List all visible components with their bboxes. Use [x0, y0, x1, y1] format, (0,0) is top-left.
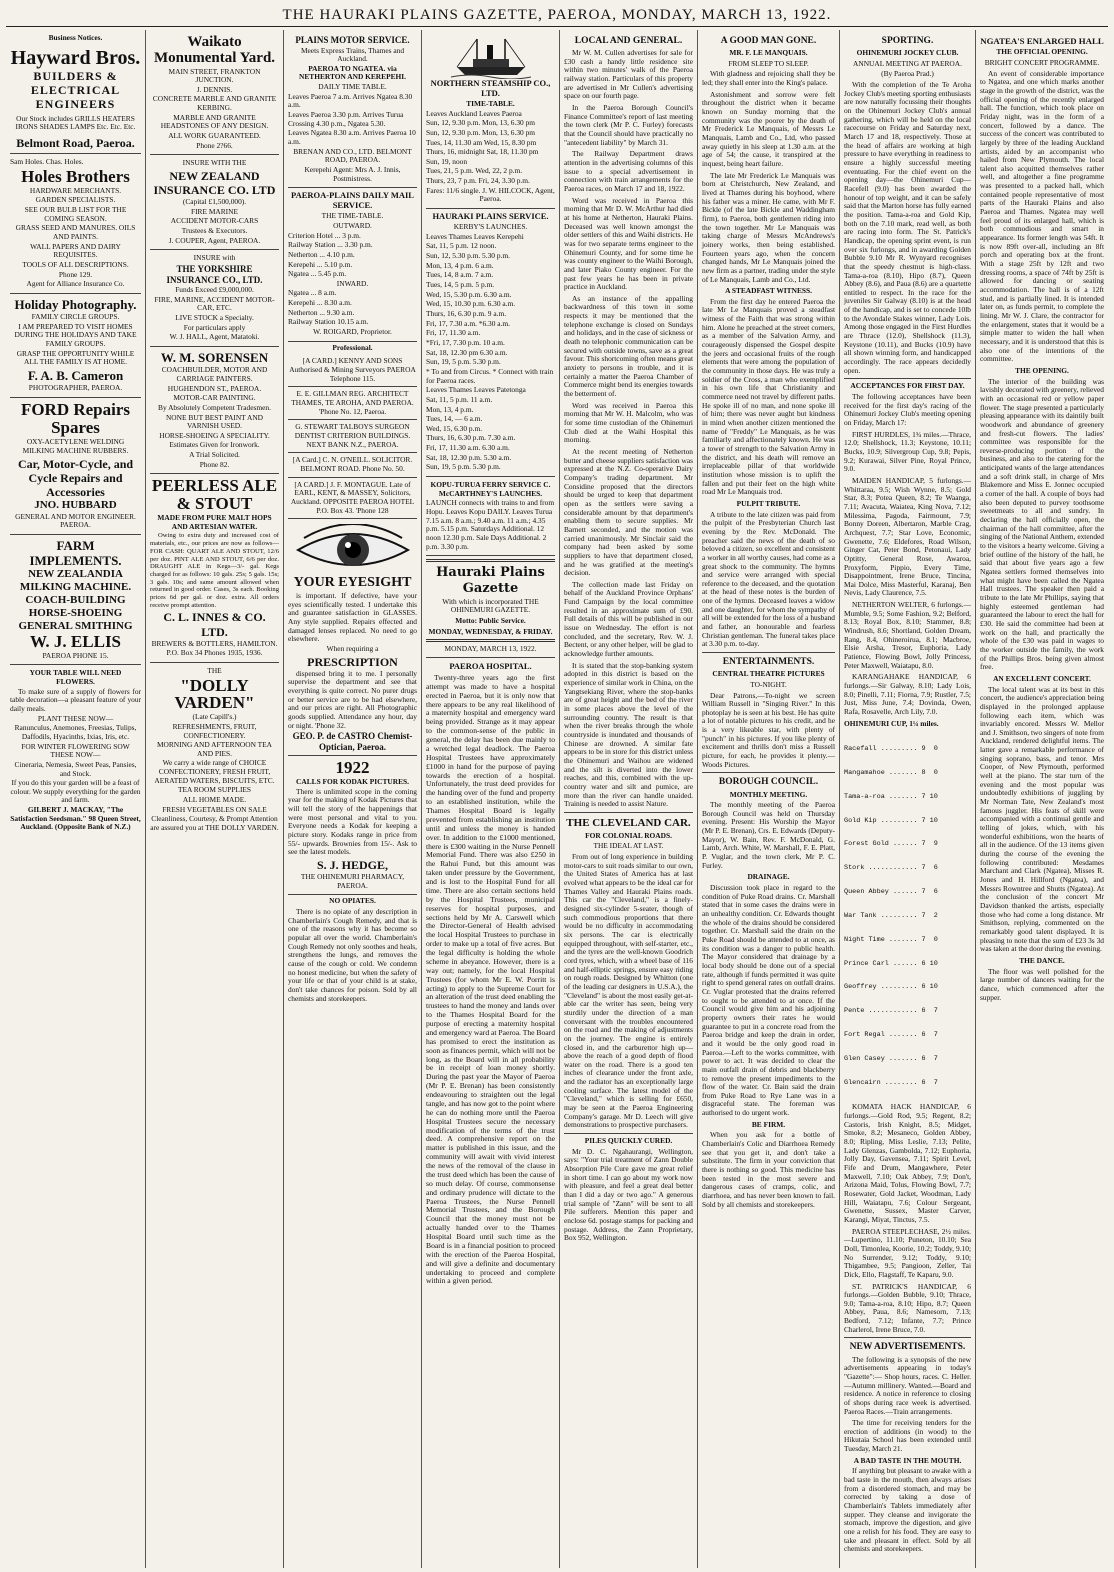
dance-title: THE DANCE.	[1019, 955, 1065, 965]
local-para: In the Paeroa Borough Council's Finance Committee's report of last meeting the town clerk (Mr P. C. Furley) forecasts that the Council should have practically no "antecedent liability" by March 31.	[564, 103, 693, 147]
hayward-ad	[10, 45, 141, 154]
daily-mail-title: PAEROA-PLAINS DAILY MAIL SERVICE.	[291, 190, 414, 211]
race-entry: ST. PATRICK'S HANDICAP, 6 furlongs.—Golden Bubble, 9.10; Thrace, 9.0; Tama-a-roa, 8.10; Hipo, 8.7; Queen Abbey, Paua, 8.6; Namesorn, 7.13; Bedford, 7.12; Infante, 7.7; Prince Charlerol, Irene Bruce, 7.0.	[844, 1281, 971, 1334]
timetable-row: Thurs, 23, 7 p.m. Fri, 24, 3.30 p.m.	[426, 176, 530, 186]
council-title: BOROUGH COUNCIL.	[718, 777, 819, 788]
mail-line: Kerepehi ... 5.10 p.m.	[288, 259, 353, 269]
gazette-days: MONDAY, WEDNESDAY, & FRIDAY.	[428, 626, 553, 636]
sorensen-line: HUGHENDON ST., PAEROA.	[167, 383, 262, 393]
farm-title: FARM IMPLEMENTS.	[29, 538, 122, 569]
timetable-row: Tues, 21, 5 p.m. Wed, 22, 2 p.m.	[426, 166, 523, 176]
yorks-line: FIRE, MARINE, ACCIDENT MOTOR-CAR, ETC.	[154, 294, 275, 313]
mail-line: THE TIME-TABLE.	[321, 211, 384, 221]
timetable-row: Sun, 12, 9.30 p.m. Mon, 13, 6.30 pm	[426, 127, 536, 137]
yorks-pre: INSURE with	[193, 253, 236, 263]
council-text: The monthly meeting of the Paeroa Borough Council was held on Thursday evening. Present: His Worship the Mayor (Mr P. E. Brenan), Crs. E. Edwards (Deputy-Mayor), W. Bain, Rev. F. McDonald, G. Lamb, Arch. White, W. Marshall, F. E. Platt, P. Vuglar, and the town clerk, Mr P. C. Furley.	[702, 800, 835, 870]
pat-row: Sat, 18, 12.30 p.m. 5.30 a.m.	[426, 452, 512, 462]
kerby-title: KERBY'S LAUNCHES.	[453, 222, 528, 232]
business-notices-label: Business Notices.	[48, 33, 103, 42]
ellis-name: W. J. ELLIS	[29, 631, 122, 651]
timetable-row: Tues, 14, 11.30 am Wed, 15, 8.30 pm	[426, 137, 537, 147]
nz-insurance-ad	[150, 155, 279, 250]
ford-title: FORD Repairs Spares	[20, 399, 131, 437]
dolly-varden-ad	[150, 663, 279, 837]
piles-text: Mr D. C. Ngahaurangi, Wellington, says: "Your trial treatment of Zann Double Absorption Pile Cure gave me great relief in short time. I can go about my work now with pleasure, and feel a great deal better than I did a day or two ago." A generous trial sample of "Zann" will be sent to all Pile sufferers. Mention this paper and enclose 6d. postage stamps for packing and postage. Address, the Zann Proprietary, Box 952, Wellington.	[564, 1146, 693, 1243]
mail-line: OUTWARD.	[333, 220, 372, 230]
annual-meeting: ANNUAL MEETING AT PAEROA.	[853, 58, 962, 68]
good-man-sub: MR. F. LE MANQUAIS.	[729, 48, 808, 58]
kerby-row: *Fri, 17, 7.30 p.m. 10 a.m.	[426, 337, 505, 347]
yorks-line: Funds Exceed £9,000,000.	[175, 285, 254, 295]
nzi-line: (Capital £1,500,000).	[182, 197, 247, 207]
ford-ad	[10, 398, 141, 535]
innes-name: C. L. INNES & CO. LTD.	[163, 610, 266, 639]
prescription-pre: When requiring a	[326, 643, 379, 653]
steadfast-title: A STEADFAST WITNESS.	[725, 286, 812, 296]
column-4	[422, 30, 560, 1568]
mail-line: Criterion Hotel ... 3 p.m.	[288, 230, 361, 240]
ford-line: OXY-ACETYLENE WELDING	[26, 436, 125, 446]
cup-row: Fort Regal ....... 6 7	[844, 1030, 938, 1039]
cleveland-title: THE CLEVELAND CAR.	[566, 816, 691, 829]
pat-row: Tues, 14, — 6 a.m.	[426, 414, 483, 424]
flowers-text: To make sure of a supply of flowers for table decoration—a pleasant feature of your daily meals.	[10, 686, 141, 713]
gazette-sub: With which is incorporated THE OHINEMURI GAZETTE.	[442, 596, 539, 615]
race-entry: MAIDEN HANDICAP, 5 furlongs.—Whittaraa, 9.5; Wish Wynne, 8.5; Gold Star, 8.3; Potea Queen, 8.2; Te Waanga, 7.11; Avacuta, Waiatea, King Nova, 7.12; Milessima, Pagoda, Fairmount, 7.9; Bonny Doreen, Albertaron, Marble Crag, Archquest, 7.7; Star Love, Economic, Gwenette, 7.6; Eldefores, Road Wilson, Ginger Cat, Peter Bond, Petonaui, Lady Optitty, General Rose, Awaroa, Proxyform, Pippio, Every Time, Disappointment, Irene Bruce, Tincina, Mai Dolce, Miss Masterful, Karanaj, Ben Nevis, Lady Claurence, 7.5.	[844, 475, 971, 598]
column-8	[976, 30, 1108, 1568]
sorensen-line: COACHBUILDER, MOTOR AND CARRIAGE PAINTERS.	[161, 365, 268, 383]
mail-line: Ngatea ... 5.45 p.m.	[288, 269, 347, 279]
timetable-row: Sun, 19, noon	[426, 156, 468, 166]
hall-sub: THE OFFICIAL OPENING.	[996, 47, 1088, 57]
kerby-row: Sat, 18, 12.30 pm 6.30 a.m.	[426, 347, 508, 357]
winter-list: Cineraria, Nemesia, Sweet Peas, Pansies, and Stock.	[14, 759, 137, 778]
eyesight-text: is important. If defective, have your eyes scientifically tested. I undertake this and guarantee satisfaction in GLASSES. Any style supplied. Repairs effected and damaged lenses replaced. No need to go elsewhere.	[288, 590, 417, 644]
timetable-row: Thurs, 16, midnight Sat, 18, 11.30 pm	[426, 147, 539, 157]
hubbard-name: JNO. HUBBARD	[34, 498, 117, 511]
professional-label: Professional.	[332, 342, 373, 352]
eyesight-title: YOUR EYESIGHT	[293, 575, 412, 591]
masthead: THE HAURAKI PLAINS GAZETTE, PAEROA, MONDAY, MARCH 13, 1922.	[6, 4, 1108, 27]
cleveland-text: From out of long experience in building motor-cars to suit roads similar to our own, the United States of America has at last evolved what appears to be the ideal car for Thames Valley and Hauraki Plains roads. This car the "Cleveland," is a finely-designed six-cylinder 5-seater, though of such commodious proportions that there would be no difficulty in accommodating six persons. The car is electrically equipped throughout, with self-starter, etc., and the tyres are the well-known Goodrich cord tyres, which, with a wheel base of 116 and half-elliptic springs, ensure easy riding on rough roads. Designed by Whitton (one of the leading car designers in U.S.A.), the "Cleveland" is about the most easily get-at-able car the writer has seen, being very sturdily under the direction of a man conversant with the troubles encountered on the road and the making of adjustments on the journey. The engine is entirely closed in, and the carburettor high up—above the reach of a good depth of flood water on the road. There is a good ten inches of clearance under the front axle, and the radiator has an exceptionally large cooling surface. The latest model of the "Cleveland," which is selling for £650, may be seen at the Paeroa Engineering Company's garage. Mr D. Leech will give demonstrations to prospective purchasers.	[564, 852, 693, 1130]
peerless-sub: MADE FROM PURE MALT HOPS AND ARTESIAN WATER.	[157, 513, 272, 531]
new-ads-title: NEW ADVERTISEMENTS.	[849, 1342, 966, 1353]
columns	[6, 30, 1108, 1568]
nzi-line: J. COUPER, Agent, PAEROA.	[168, 235, 261, 245]
holes-line: SEE OUR BULB LIST FOR THE COMING SEASON.	[24, 204, 127, 223]
gillman-card: E. E. GILLMAN REG. ARCHITECT THAMES, TE AROHA, AND PAEROA. 'Phone No. 12, Paeroa.	[288, 387, 417, 420]
cup-list	[844, 730, 971, 1103]
pulpit-title: PULPIT TRIBUTE.	[736, 498, 801, 508]
entertainments-sub: CENTRAL THEATRE PICTURES	[712, 669, 825, 679]
plant-list: Ranunculus, Anemones, Freesias, Tulips, Daffodils, Hyacinths, Ixias, Iris, etc.	[14, 723, 137, 741]
holes-partners: Sam Holes. Chas. Holes.	[10, 157, 84, 167]
mail-line: Netherton ... 9.30 a.m.	[288, 307, 355, 317]
kenny-card: [A CARD.] KENNY AND SONS Authorised & Mining Surveyors PAEROA Telephone 115.	[288, 354, 417, 387]
plant-these: PLANT THESE NOW—	[37, 713, 114, 723]
good-man-para: With gladness and rejoicing shall they be led; they shall enter into the King's palace.	[702, 69, 835, 88]
cup-title: OHINEMURI CUP, 1¼ miles.	[844, 718, 939, 728]
sorensen-line: Phone 82.	[199, 459, 230, 469]
local-para: Mr W. M. Cullen advertises for sale for £30 cash a handy little residence site within two minutes' walk of the Paeroa railway station. Particulars of this property are advertised in Mr Cullen's advertising space on our fourth page.	[564, 48, 693, 101]
cup-row: Forest Gold ...... 7 9	[844, 840, 938, 849]
peerless-text: Owing to extra duty and increased cost of materials, etc., our prices are now as follows—FOR CASH: QUART ALE AND STOUT, 12/6 per doz. PINT ALE AND STOUT, 6/6 per doz. DRAUGHT ALE in Kegs—3/- gal. Kegs charged for as follows: 10 gals. 25s; 5 gals. 15s; 3 gals. 10s; and same amount allowed when returned in good order. Cases, 3s each. Booking prices 6d per gal. or doz. extra. All orders receive prompt attention.	[150, 532, 279, 609]
cleveland-sub: FOR COLONIAL ROADS.	[585, 830, 672, 840]
cup-row: Night Time ....... 7 0	[844, 935, 938, 944]
hauraki-service-title: HAURAKI PLAINS SERVICE.	[432, 211, 549, 222]
mail-line: W. ROIGARD, Proprietor.	[313, 327, 392, 337]
sporting-title: SPORTING.	[881, 36, 934, 46]
hubbard-role: GENERAL AND MOTOR ENGINEER. PAEROA.	[15, 511, 136, 530]
sorensen-name: W. M. SORENSEN	[160, 350, 269, 366]
holes-line: WALL PAPERS AND DAIRY REQUISITES.	[30, 241, 121, 260]
timetable-title: TIME-TABLE.	[466, 98, 515, 108]
bad-taste-text: If anything but pleasant to awake with a bad taste in the mouth, then always arises from a disordered stomach, and may be corrected by taking a dose of Chamberlain's Tablets immediately after supper. They cleanse and invigorate the stomach, improve the digestion, and give one a relish for his food. They are easy to take and pleasant in effect. Sold by all chemists and storekeepers.	[844, 1466, 971, 1554]
dolly-line: REFRESHMENTS, FRUIT, CONFECTIONERY.	[172, 721, 257, 740]
dolly-line: We carry a wide range of CHOICE CONFECTIONERY, FRESH FRUIT, AERATED WATERS, BISCUITS, ETC.	[154, 758, 275, 785]
sorensen-ad	[150, 347, 279, 474]
waikato-line: CONCRETE MARBLE AND GRANITE KERBING.	[152, 94, 277, 113]
decastro-name: GEO. P. de CASTRO Chemist-Optician, Paeroa.	[292, 731, 413, 752]
gazette-motto: Motto: Public Service.	[455, 616, 526, 626]
dolly-line: MORNING AND AFTERNOON TEA AND PIES.	[156, 740, 273, 758]
kerby-ad	[426, 209, 555, 477]
nzi-name: NEW ZEALAND INSURANCE CO. LTD	[153, 169, 276, 198]
sorensen-line: By Absolutely Competent Tradesmen.	[158, 402, 271, 412]
plains-motor-ad	[288, 32, 417, 188]
pat-row: Sat, 11, 5 p.m. 11 a.m.	[426, 394, 493, 404]
cameron-role: PHOTOGRAPHER, PAEROA.	[28, 383, 123, 393]
column-3	[284, 30, 422, 1568]
ford-line: MILKING MACHINE RUBBERS.	[22, 446, 129, 456]
eye-icon	[294, 524, 412, 574]
sorensen-line: A Trial Solicited.	[189, 450, 240, 460]
cleveland-ideal: THE IDEAL AT LAST.	[593, 841, 664, 851]
mail-line: Kerepehi ... 8.30 a.m.	[288, 298, 352, 308]
dolly-line: TEA ROOM SUPPLIES	[177, 785, 252, 795]
cup-row: Prince Carl ...... 6 10	[844, 959, 938, 968]
car-title: Car, Motor-Cycle, and Cycle Repairs and Accessories	[17, 456, 134, 499]
zealandia: NEW ZEALANDIA MILKING MACHINE.	[19, 568, 132, 594]
entertainments-text: Dear Patrons,—To-night we screen William Russell in "Singing River." In this photoplay he is seen at his best. He has quite a lot of notable pictures to his credit, and he is a very likeable star, with plenty of "punch" in his pictures. If you like plenty of excitement and thrills don't miss a Russell picture, for each, he provides it plenty.—Woods Pictures.	[702, 690, 835, 769]
steamship-icon	[451, 35, 531, 79]
dolly-line: FRESH VEGETABLES ON SALE	[162, 804, 267, 814]
local-general-title: LOCAL AND GENERAL.	[574, 36, 683, 46]
hall-title: NGATEA'S ENLARGED HALL	[980, 36, 1104, 46]
gazette-date: MONDAY, MARCH 13, 1922.	[444, 644, 537, 654]
opiates-article	[288, 897, 417, 1003]
column-7	[840, 30, 976, 1568]
cup-row: Stork ............ 7 6	[844, 864, 938, 873]
new-ads-text: The following is a synopsis of the new advertisements appearing in today's "Gazette":— Shop hours, races. C. Heller.—Autumn millinery. Wanted.—Board and residence. A notice in reference to closing of shops during race week is advertised. Paeroa Races.—Train arrangements.	[844, 1354, 971, 1416]
cup-row: Geoffrey ......... 6 10	[844, 983, 938, 992]
nzi-line: Trustees & Executors.	[181, 226, 248, 236]
opening-text: The interior of the building was lavishly decorated with greenery, relieved with an occasional red or yellow paper flower. The stage presented a particularly pleasing appearance with its daintily built woodwork and abundance of greenery and fresh-cut flowers. The ladies' committee was responsible for the reverse-producing portion of the business, and also to the catering for the anticipated wants of the large attendances and a soft drink stall, in charge of Mrs Blakemore and Miss E. Jonnec occupied a corner of the hall. A couple of boys had also been deputed to purvey toothsome sweetmeats to all and sundry. In declaring the hall officially open, the chairman of the hall committee, after the singing of the National Anthem, extended to the visitors a hearty welcome. Giving a brief outline of the history of the hall, he said that about five years ago a few Ngatea settlers formed themselves into what might have been called the Ngatea Hall trustees. The speaker then paid a tribute to the late Mr Phillips, saying that highly esteemed gentleman had guaranteed the labour to erect the hall for £30. He said the committee had been at work on the hall, and practically the whole of the £30 was paid in wages to the worker outside the family, the work of the Phillips Bros. being given almost free.	[980, 376, 1104, 672]
dolly-title: "DOLLY VARDEN"	[174, 675, 255, 713]
hedge-name: S. J. HEDGE,	[316, 857, 388, 872]
council-sub: MONTHLY MEETING.	[729, 789, 808, 799]
kodak-text: There is unlimited scope in the coming year for the making of Kodak Pictures that will tell the story of the happenings that were most personal and vital to you. Everyone needs a Kodak for keeping a picture story. Kodaks range in price from 55/- upwards. Brownies from 15/-. Ask to see the latest models.	[288, 786, 417, 857]
pat-row: Wed, 15, 6.30 p.m.	[426, 423, 483, 433]
kerby-row: Wed, 15, 10.30 p.m. 6.30 a.m.	[426, 299, 516, 309]
kerby-head: Leaves Thames Leaves Kerepehi	[426, 231, 524, 241]
prescription-text: dispensed bring it to me. I personally supervise the department and see that everything is quite correct. No purer drugs or better service are to be had elsewhere, and our prices are right. All Photographic goods supplied. Attendance any hour, day or night. 'Phone 32.	[288, 668, 417, 730]
waikato-line: ALL WORK GUARANTEED.	[168, 131, 261, 141]
holes-line: TOOLS OF ALL DESCRIPTIONS.	[22, 259, 129, 269]
bad-taste-title: A BAD TASTE IN THE MOUTH.	[853, 1455, 962, 1465]
kopu-ferry-ad	[426, 477, 555, 556]
cup-row: Gold Kip ......... 7 10	[844, 816, 938, 825]
byline: (By Paeroa Prad.)	[881, 69, 934, 79]
local-para: The Railway Department draws attention in the advertising columns of this issue to a special advertisement in connection with train arrangements for the Paeroa races, on March 17 and 18, 1922.	[564, 149, 693, 193]
cup-row: War Tank ......... 7 2	[844, 911, 938, 920]
hospital-text: Twenty-three years ago the first attempt was made to have a hospital erected in Paeroa, but it is only now that there appears to be any real likelihood of a maternity hospital and emergency ward being provided. Strange as it may appear to the common-sense of the public in general, the delay has been due mainly to a wretched legal deadlock. The Paeroa Hospital Trustees have approximately £1000 in hand for the purpose of paying towards the erection of a hospital. Unfortunately, the trust deed provides for the handing over of the fund and property to an established institution, while the Thames Hospital Board is legally prevented from establishing an institution until and unless the money is handed over. In addition to the £1000 mentioned, there is £300 waiting in the Nurse Pennell Memorial Fund. There was also £250 in the Rahui Fund, but this amount was taken under pressure by the Government, and is lost to the Hospital Fund for all time. There are also certain sections held by the Hospital Trustees, municipal reserves for hospital purposes, and sections held by Mr A. Carswell which the Director-General of Health advised the local Hospital Trustees to purchase in order to make up a total of five acres. But the legal difficulty is holding the whole scheme in abeyance. However, there is a way out; namely, for the local Hospital Trustees (for whom Mr E. W. Porritt is acting) to apply to the Supreme Court for an alteration of the trust deed enabling the trustees to hand the money and lands over to the Thames Hospital Board for the purpose of erecting a maternity hospital and emergency ward at Paeroa. The Board has promised to erect the institution as soon as finances permit, which will not be long, as the Board will in all probability be in receipt of loan money shortly. During the past year the Mayor of Paeroa (Mr P. E. Brenan) has been consistently endeavouring to straighten out the legal tangle, and has now got to the point where he can do nothing more until the Paeroa Hospital Trustees secure the necessary modification of the terms of the trust deed. A comprehensive report on the matter is published in this issue, and the community will await with vivid interest the news of the removal of the clause in the trust deed which has been the cause of so much delay. Of course, commonsense and ordinary prudence will dictate to the Paeroa Trustees, the Nurse Pennell Memorial Trustees, and the Borough Council that the money must not be actually handed over to the Thames Hospital Board until such time as the Board is in a financial position to proceed with the erection of the Paeroa Hospital, and will give a definite and documentary undertaking to proceed and complete within a given period.	[426, 672, 555, 1286]
plains-motor-title: PLAINS MOTOR SERVICE.	[295, 35, 410, 45]
plains-motor-sub: Meets Express Trains, Thames and Auckland.	[300, 45, 405, 64]
cup-row: Queen Abbey ...... 7 6	[844, 888, 938, 897]
prescription-title: PRESCRIPTION	[307, 654, 398, 669]
plains-route: PAEROA TO NGATEA. via NETHERTON AND KEREPEHI.	[299, 63, 406, 82]
opening-title: THE OPENING.	[1015, 365, 1069, 375]
hall-concert: BRIGHT CONCERT PROGRAMME.	[984, 57, 1100, 67]
talboys-card: G. STEWART TALBOYS SURGEON DENTIST CRITERION BUILDINGS. NEXT BANK N.Z., PAEROA.	[288, 420, 417, 453]
innes-box: P.O. Box 34 Phones 1935, 1936.	[166, 648, 263, 658]
oneill-card: [A Card.] C. N. O'NEILL. SOLICITOR. BELMONT ROAD. Phone No. 50.	[288, 453, 417, 477]
cup-row: Glen Casey ....... 6 7	[844, 1054, 938, 1063]
mackay-ad	[10, 665, 141, 836]
pat-row: Thurs, 16, 6.30 p.m. 7.30 a.m.	[426, 433, 516, 443]
holes-line: HARDWARE MERCHANTS.	[29, 185, 122, 195]
drainage-text: Discussion took place in regard to the condition of Puke Road drains. Cr. Marshall stated that in some cases the drains were in an unhealthy condition. Cr. Edwards thought the whole of the drains should be considered together. Cr. Marshall said the drain on the Puke Road should be attended to at once, as its condition was a danger to public health. The Mayor considered that drainage by a local body should be done out of a special rate, although if funds permitted it was quite right to spend general rates on outfall drains. Cr. Vuglar protested that the drains referred to ought to be attended to at once. If the Council would give him and his adjoining property owners their rates he would guarantee to put in a concrete road from the Paeroa bridge and keep the drain in order, and it would be the only good road in Paeroa.—Left to the works committee, with power to act. It was decided to clear the main outfall drain of debris and blackberry to remove the present impediments to the flow of the water. Cr. Bain said the drain from Puke Road to Rye Lane was in a disgraceful state. The foreman was authorised to do urgent work.	[702, 883, 835, 1118]
race-entry: KOMATA HACK HANDICAP, 6 furlongs.—Gold Rod, 9.5; Regent, 8.2; Castoris, Irish Knight, 8.5; Midget, Smoke, 8.2; Mesaneco, Golden Abbey, 8.0; Ripling, Miss Leslie, 7.13; Pelite, Lady Glenzas, Gambolda, 7.12; Euphoria, Jolly Day, Gavensea, 7.11; Spirit Level, Fife and Drum, Mangawhere, Peter Maxwell, 7.10; Oak Abbey, 7.9; Don't, Arizona Maid, Tolus, Flowing Bowl, 7.7; Rosewater, Gold Jacket, Woodman, Lady Hill, Waiatapu, 7.6; Colour Sergeant, Gwenette, Sussex, Master Carver, Karangi, Miyat, Tinctus, 7.5.	[844, 1102, 971, 1224]
mail-line: Railway Station 10.15 a.m.	[288, 317, 369, 327]
race-entry: KARANGAHAKE HANDICAP, 6 furlongs.—Sir Galway, 8.10; Lady Lois, 8.0; Pinelli, 7.11; Fiorna, 7.9; Rustler, 7.5; Just, Miss June, 7.4; Dovinda, Owen, Rafa, Rosavelle, Arch Lily, 7.0.	[844, 672, 971, 717]
plains-line: DAILY TIME TABLE.	[318, 82, 387, 92]
mail-line: Railway Station ... 3.30 p.m.	[288, 240, 373, 250]
holiday-photo-ad	[10, 294, 141, 398]
kodak-year: 1922	[335, 758, 370, 778]
acceptances-title: ACCEPTANCES FOR FIRST DAY.	[850, 381, 965, 391]
good-man-para: The late Mr Frederick Le Manquais was born at Christchurch, New Zealand, and lived at Thames during his boyhood, where his father was a miner. He came, with Mr F. Bickle (of the late Bickle and Waddingham firm), to Paeroa, both gentlemen riding into the town together. Mr Le Manquais was taking charge of Messrs McAndrews's joinery works, then being established. Fourteen years ago, when the concern changed hands, Mr Le Manquais joined the new firm as a partner, trading under the style of Le Manquais, Lamb and Co., Ltd.	[702, 170, 835, 284]
hayward-trade: BUILDERS & ELECTRICAL ENGINEERS	[30, 68, 121, 111]
yorks-line: LIVE STOCK a Specialty.	[175, 313, 254, 323]
column-2	[146, 30, 284, 1568]
kodak-calls: CALLS FOR KODAK PICTURES.	[296, 777, 409, 787]
kerby-row: Sun, 19, 5 p.m. 5.30 p.m.	[426, 357, 501, 367]
cup-row: Racefall ......... 9 0	[844, 745, 938, 754]
local-para: At the recent meeting of Netherton butter and cheese suppliers satisfaction was expressed at the N.Z. Co-operative Dairy Company's trading department. Mr Considine proposed that the directors should be urged to keep that department open as the settlers were saving a considerable amount by that department's enabling them to secure supplies. Mr Barnett seconded, and the motion was carried unanimously. Mr Sinclair said the company had been asked by some suppliers to have that department closed, and he was gratified at the meeting's decision.	[564, 446, 693, 578]
kopu-title: KOPU-TURUA FERRY SERVICE C. McCARTHNEY'S LAUNCHES.	[430, 480, 551, 498]
hospital-title: PAEROA HOSPITAL.	[449, 661, 532, 672]
holes-ad	[10, 154, 141, 294]
cup-row: Pente ............ 6 7	[844, 1007, 938, 1016]
hedge-sub: THE OHINEMURI PHARMACY, PAEROA.	[300, 871, 405, 890]
entertainments-title: ENTERTAINMENTS.	[722, 657, 815, 668]
plains-line: BRENAN AND CO., LTD. BELMONT ROAD, PAEROA.	[293, 146, 412, 165]
column-1	[6, 30, 146, 1568]
dolly-line: Cleanliness, Courtesy, & Prompt Attention are assured you at THE DOLLY VARDEN.	[150, 814, 279, 833]
steamship-ad	[426, 32, 555, 209]
hall-text: An event of considerable importance to Ngatea, and one which marks another stage in the growth of the district, was the official opening of the recently enlarged hall. The function, which took place on Friday night, was in the form of a concert, followed by a dance. The success of the concert was contributed to largely by three of the leading Auckland artists, aided by an accompanist who hailed from New Plymouth. The local talent also acquitted themselves rather well, and altogether a fine programme was presented to a packed hall, which contained people representative of most parts of the Hauraki Plains and also Paeroa and Thames. Ngatea may well feel proud of its enlarged hall, which is both commodious and smart in appearance. Its former length was 54ft. It is now 89ft over-all, including an 8ft porch and operating box at the front. With a stage 25ft by 12ft and two dressing rooms, a space of 74ft by 25ft is allowed for dancing or seating accommodation. The hall is of a 12ft stud, and is partially lined. It is intended later on, as funds permit, to complete the lining. Mr W. J. Clare, the contractor for the enlargement, states that it would be a simple matter to widen the hall when necessary, and it is understood that this is also one of the intentions of the committee.	[980, 68, 1104, 364]
be-firm-text: When you ask for a bottle of Chamberlain's Colic and Diarrhoea Remedy see that you get it, and don't take a substitute. The firm in your conviction that there is nothing so good. This medicine has been tested in the most severe and dangerous cases of cramps, colic, and diarrhoea, and has never been known to fail. Sold by all chemists and storekeepers.	[702, 1130, 835, 1209]
sporting-text: With the completion of the Te Aroha Jockey Club's meeting sporting enthusiasts are now naturally focussing their thoughts on the Ohinemuri Jockey Club's annual gathering, which will be held on the local racecourse on Friday and Saturday next, March 17 and 18, respectively. Those at the head of affairs are working at high pressure to have everything in readiness to ensure a highly successful meeting eventuating. For the chief event on the opening day—the Ohinemuri Cup—Racefell (9.0) has been awarded the honour of top weight, and it can be safely said that the Marton horse has fully earned the position. Tama-a-roa and Gold Kip, both on the 7.10 mark, read well, as both are racing into form. The St. Patrick's Handicap, the opening sprint event, is run over six furlongs, and in awarding Golden Bubble 9.10 Mr R. Wynyard recognises that the speedy chestnut is high-class. Tama-a-roa (8.10), Hipo (8.7), Queen Abbey (8.6), and Paua (8.6) are a quartette entitled to respect. In the race for the juveniles Sir Galway (8.10) is at the head of the handicap, and is set to concede 10lb to the Avondale Stakes winner, Lady Lois. Among those engaged in the First Hurdles are Thrace (12.0), Shellshock (11.3), Keystone (10.11), and Bucks (10.9) have all shown winning form, and handicapped accordingly. The race appears decidedly open.	[844, 80, 971, 375]
holiday-line: I AM PREPARED TO VISIT HOMES DURING THE HOLIDAYS AND TAKE FAMILY GROUPS.	[14, 321, 137, 348]
kodak-ad	[288, 756, 417, 895]
nzi-line: FIRE MARINE	[190, 206, 238, 216]
jockey-club: OHINEMURI JOCKEY CLUB.	[856, 48, 959, 58]
fares: Fares: 11/6 single. J. W. HILCOCK, Agent, Paeroa.	[426, 185, 555, 204]
holiday-line: GRASP THE OPPORTUNITY WHILE ALL THE FAMILY IS AT HOME.	[16, 348, 135, 367]
sorensen-line: MOTOR-CAR PAINTING.	[173, 393, 256, 403]
good-man-para: Astonishment and sorrow were felt throughout the district when it became known on Sunday morning that the community was the poorer by the death of Mr Frederick Le Manquais, of Messrs Le Manquais, Lamb and Co., Ltd, who passed away quietly in his sleep at 1.30 a.m. at the age of 54; the cause, it transpired at the inquest, being heart failure.	[702, 89, 835, 168]
mail-line: INWARD.	[336, 278, 369, 288]
kerby-row: Sun, 12, 5.30 p.m. 5.30 p.m.	[426, 251, 510, 260]
entertainments-night: TO-NIGHT.	[750, 679, 787, 689]
holes-name: Holes Brothers	[21, 166, 130, 186]
ellis-place: PAEROA PHONE 15.	[42, 650, 109, 660]
holiday-title: Holiday Photography.	[14, 296, 137, 312]
pat-row: Mon, 13, 4 p.m.	[426, 404, 474, 414]
acceptances-text: The following acceptances have been received for the first day's racing of the Ohinemuri Jockey Club's meeting opening on Friday, March 17:	[844, 392, 971, 428]
gazette-nameplate: Hauraki Plains Gazette	[436, 565, 545, 596]
mackay-signature: GILBERT J. MACKAY, "The Satisfaction Seedsman." 98 Queen Street, Auckland. (Opposite Bank of N.Z.)	[10, 805, 141, 832]
kerby-row: Wed, 15, 5.30 p.m. 6.30 a.m.	[426, 289, 512, 299]
peerless-ad	[150, 474, 279, 662]
kopu-text: LAUNCH connects with trains to and from Hopu. Leaves Kopu DAILY. Leaves Turua 7.15 a.m. 8 a.m.; 9.40 a.m. 11 a.m.; 4.35 p.m. 5.15 p.m. Saturdays Additional. 12 noon 12.30 p.m. Sale Days Additional. 2 p.m. 3.30 p.m.	[426, 498, 555, 551]
race-entry: NETHERTON WELTER, 6 furlongs.—Mumble, 9.5; Some Fashion, 9.2; Belford, 8.13; Royal Box, 8.10; Stammer, 8.8; Windrush, 8.6; Shortland, Golden Dream, Rang, 8.4, Ohineroirua, 8.1; Macbroe, Elsie Arsha, Tresor, Euphoria, Lady Patience, Flowing Bowl, Jolly Princess, Peter Maxwell, Waiatapu, 8.0.	[844, 600, 971, 670]
kerby-row: Fri, 17, 11.30 a.m.	[426, 328, 481, 338]
kerby-row: Mon, 13, 4 p.m. 6 a.m.	[426, 260, 494, 270]
kerby-row: Tues, 14, 8 a.m. 7 a.m.	[426, 270, 494, 280]
pat-row: Fri, 17, 11.30 a.m. 6.30 a.m.	[426, 443, 510, 453]
excellent-concert-text: The local talent was at its best in this concert, the audience's appreciation being displayed in the prolonged applause following each item, which was invariably encored. Messrs W. Mellor and J. Smithson, two singers of note from Auckland, rendered delightful items. The latter gave a remarkable performance of singing soprano, bass, and tenor. Mrs Cooper, of New Plymouth, performed well at the piano. The star turn of the evening and the most popular was undoubtedly exhibitions of juggling by Mr Norman Tate, New Zealand's most famous juggler. His feats of skill were accompanied with a continual gentle and telling of jokes, which, with his wonderful exhibitions, won the hearts of all in the audience. Of the 13 items given during the course of the evening the following contributed: Mesdames Marchant and Clark (Ngatea), Misses R. Jones and H. Hillford (Ngatea), and Messrs Rowntree and Shutts (Ngatea). At the conclusion of the concert Mr Davidson thanked the artists, especially those who had come a long distance. Mr Smithson, replying, commented on the remarkably good talent displayed. It is pleasing to note that the sum of £23 3s 3d was taken at the door during the evening.	[980, 684, 1104, 954]
holes-line: Agent for Alliance Insurance Co.	[26, 279, 125, 289]
local-para: It is stated that the stop-banking system adopted in this district is based on the experience of similar work in China, on the Yangtsekiang River, where the stop-banks are of great height and the bed of the river in some places above the level of the surrounding country. The result is that when the river breaks through the whole countryside is inundated and thousands of Chinese are drowned. A similar fate appears to be in store for this district unless the Ohinemuri and Waihou are widened and the silt is diverted into the lower reaches, and this, combined with the up-country water and silt and pumice, are more than the river can handle unaided. Training is needed to assist Nature.	[564, 660, 693, 809]
dolly-line: ALL HOME MADE.	[182, 795, 247, 805]
yorks-line: For particulars apply	[183, 322, 246, 332]
waikato-title: Waikato Monumental Yard.	[153, 34, 276, 66]
opiates-title: NO OPIATES.	[329, 896, 376, 906]
nzi-pre: INSURE WITH THE	[182, 158, 247, 168]
kerby-row: Tues, 14, 5 p.m. 5 p.m.	[426, 279, 495, 289]
cup-row: Tama-a-roa ....... 7 10	[844, 792, 938, 801]
daily-mail-ad	[288, 188, 417, 341]
local-para: As an instance of the appalling backwardness of this town in some respects it may be mentioned that the telephone exchange is closed on Sundays and holidays, and in the case of sickness or death no telephonic communication can be secured with outside towns, save as a great favour. This shortcoming often means great anxiety to persons in trouble, and it is certainly a matter the Paeroa Chamber of Commerce might bend its energies towards the betterment of.	[564, 293, 693, 399]
dance-text: The floor was well polished for the large number of dancers waiting for the dance, which commenced after the supper.	[980, 966, 1104, 1002]
nzi-line: ACCIDENT MOTOR-CARS	[170, 216, 259, 226]
mail-line: Ngatea ... 8 a.m.	[288, 288, 337, 298]
kerby-notes: * To and from Circus. * Connect with train for Paeroa races.	[426, 366, 554, 385]
be-firm-title: BE FIRM.	[751, 1119, 786, 1129]
cameron-name: F. A. B. Cameron	[27, 367, 124, 383]
kerby-row: Fri, 17, 7.30 a.m. *6.30 a.m.	[426, 318, 510, 328]
holiday-line: FAMILY CIRCLE GROUPS.	[31, 312, 120, 322]
kerby-row: Sat, 11, 5 p.m. 12 noon.	[426, 241, 497, 251]
pat-row: Sun, 19, 5 p.m. 5.30 p.m.	[426, 462, 501, 472]
waikato-line: J. DENNIS.	[196, 84, 233, 94]
steamship-title: NORTHERN STEAMSHIP CO., LTD.	[430, 78, 551, 98]
yorkshire-ad	[150, 250, 279, 347]
cup-row: Mangamahoe ....... 8 0	[844, 769, 938, 778]
yorks-name: THE YORKSHIRE INSURANCE CO., LTD.	[166, 264, 263, 285]
column-5	[560, 30, 698, 1568]
cup-row: Glencairn ........ 6 7	[844, 1078, 938, 1087]
holes-line: GRASS SEED AND MANURES. OILS AND PAINTS.	[15, 223, 136, 241]
garden-text: If you do this your garden will be a feast of colour. We supply everything for the garden and farm.	[10, 778, 141, 805]
waikato-line: Phone 2?66.	[196, 140, 233, 150]
waikato-line: MARBLE AND GRANITE HEADSTONES OF ANY DESIGN.	[160, 112, 269, 131]
kerby-row: Thurs, 16, 6.30 p.m. 9 a.m.	[426, 308, 507, 318]
pat-head: Leaves Thames Leaves Patetonga	[426, 385, 526, 395]
innes-sub: BREWERS & BOTTLERS, HAMILTON.	[151, 638, 278, 648]
holes-line: GARDEN SPECIALISTS.	[35, 195, 116, 205]
coach-building: COACH-BUILDING HORSE-SHOEING GENERAL SMITHING	[18, 594, 133, 632]
plains-line: Leaves Paeroa 7 a.m. Arrives Ngatea 8.30 a.m.	[288, 91, 413, 110]
race-entry: FIRST HURDLES, 1¾ miles.—Thrace, 12.0; Shellshock, 11.3; Keystone, 10.11; Bucks, 10.9; Silvergroup Cup, 9.8; Pepis, 9.2; Kurawai, Silver Pine, Royal Prince, 9.0.	[844, 429, 971, 474]
holes-line: Phone 129.	[58, 269, 93, 279]
good-man-title: A GOOD MAN GONE.	[720, 36, 817, 46]
race-entry: PAEROA STEEPLECHASE, 2½ miles.—Lupertino, 11.10; Puneton, 10.10; Sea Doll, Timonlea, Koorie, 10.2; Toddy, 9.10; No Surrender, 9.12; Toddy, 9.10; Thigambee, 9.5; Pangioon, Zeller, Tai Dick, Ello, Flagstaff, Te Kaparu, 9.0.	[844, 1226, 971, 1279]
farm-implements-ad	[10, 535, 141, 665]
steadfast-text: From the first day he entered Paeroa the late Mr Le Manquais proved a steadfast witness of the Faith that was strong within him. Alone he preached at the street corners, as a member of the Salvation Army, and courageously dispensed the Gospel despite the jeers and occasional fruits of the rough elements that were among the population of the community in those days. He was truly a soldier of the Cross, a man who exemplified in his own life that Christianity and commerce need not travel by different paths. He spoke ill of no man, and none spoke ill of him; there was never aught but kindness in mind when another citizen mentioned the name of "Freddy" Le Manquais, as he was familiarly and affectionately known. He was a tower of strength to the Salvation Army in the district, and his death will remove an irreplaceable pillar of that worldwide institution whose mission is to uplift the fallen and put their feet on the high white road Mr Le Manquais trod.	[702, 296, 835, 497]
local-para: Word was received in Paeroa this morning that Mr W. H. Malcolm, who was for some time custodian of the Ohinemuri Club died at the Waihi Hospital this morning.	[564, 400, 693, 445]
drainage-title: DRAINAGE.	[747, 872, 790, 882]
peerless-title: PEERLESS ALE & STOUT	[151, 476, 278, 514]
column-6	[698, 30, 840, 1568]
mail-line: Netherton ... 4.10 p.m.	[288, 249, 355, 259]
plains-line: Leaves Paeroa 3.30 p.m. Arrives Turua Crossing 4.30 p.m., Ngatea 5.30.	[288, 110, 404, 128]
eyesight-ad	[288, 519, 417, 756]
hayward-address: Belmont Road, Paeroa.	[16, 136, 135, 151]
sorensen-line: HORSE-SHOEING A SPECIALITY.	[159, 430, 270, 440]
hayward-name: Hayward Bros.	[10, 46, 141, 69]
piles-title: PILES QUICKLY CURED.	[584, 1136, 673, 1146]
waikato-ad	[150, 32, 279, 155]
sorensen-line: Estimates Given for Ironwork.	[169, 440, 260, 450]
plains-line: Leaves Ngatea 8.30 a.m. Arrives Paeroa 10 a.m.	[288, 128, 416, 147]
local-para: The collection made last Friday on behalf of the Auckland Province Orphans' Fund Campaign by the local committee resulted in an approximate sum of £90. Full details of this will be published in our issue on Wednesday. The effort is not concluded, and the secretary, Rev. W. J. Bectent, or any other helper, will be glad to acknowledge further amounts.	[564, 579, 693, 659]
dolly-the: THE	[207, 665, 222, 675]
timetable-row: Sun, 12, 9.30 p.m. Mon, 13, 6.30 pm	[426, 118, 536, 128]
plains-line: Kerepehi Agent: Mrs A. J. Innis, Postmistress.	[304, 165, 401, 183]
flowers-title: YOUR TABLE WILL NEED FLOWERS.	[29, 668, 122, 686]
good-man-sleep: FROM SLEEP TO SLEEP.	[728, 58, 809, 68]
tenders-text: The time for receiving tenders for the erection of additions (in wood) to the Hikutaia School has been extended until Tuesday, March 21.	[844, 1418, 971, 1454]
dolly-line: (Late Capill's.)	[192, 712, 237, 722]
hayward-stock: Our Stock includes GRILLS HEATERS IRONS SHADES LAMPS Etc. Etc. Etc.	[15, 113, 136, 132]
opiates-text: There is no opiate of any description in Chamberlain's Cough Remedy, and that is one of the reasons why it has become so popular all over the world. Chamberlain's Cough Remedy not only soothes and heals, strengthens the lungs, and removes the cause of the cough or cold. We condemn no honest medicine, but when the safety of your life or that of your child is at stake, don't take chances for poison. Sold by all chemists and storekeepers.	[288, 906, 417, 1003]
excellent-concert-title: AN EXCELLENT CONCERT.	[993, 673, 1091, 683]
montague-card: [A CARD.] J. F. MONTAGUE. Late of EARL, KENT, & MASSEY, Solicitors, Auckland. OPPOSITE PAEROA HOTEL P.O. Box 43. 'Phone 128	[288, 478, 417, 520]
local-para: Word was received in Paeroa this morning that Mr D. W. McArthur had died at his home at Netherton, Hauraki Plains. Deceased was well known amongst the older settlers of this and Waihi districts. He was for two separate terms engineer to the Ohinemuri County, and for some time he was county engineer to the Waihi Borough, and later Piako County engineer. For the past few years he has been in private practice in Auckland.	[564, 195, 693, 292]
timetable-head: Leaves Auckland Leaves Paeroa	[426, 108, 522, 118]
sorensen-line: NONE BUT BEST PAINT AND VARNISH USED.	[165, 412, 264, 431]
waikato-line: MAIN STREET, FRANKTON JUNCTION.	[168, 66, 261, 85]
pulpit-text: A tribute to the late citizen was paid from the pulpit of the Presbyterian Church last evening by the Rev. McDonald. The preacher said the news of the death of so beloved a citizen, so excellent and consistent a worker in all worthy causes, had come as a great shock to the community. The hymns and service were arranged with special reference to the deceased, and the quotation at the head of these notes is the burden of one of the hymns. Deceased leaves a widow and one daughter, for whom the sympathy of all will be extended for the loss of a husband and father, an honourable and fearless Christian gentleman. The funeral takes place at 3.30 p.m. to-day.	[702, 509, 835, 649]
winter-title: FOR WINTER FLOWERING SOW THESE NOW—	[21, 741, 130, 760]
yorks-line: W. J. HALL, Agent, Matatoki.	[169, 332, 260, 342]
